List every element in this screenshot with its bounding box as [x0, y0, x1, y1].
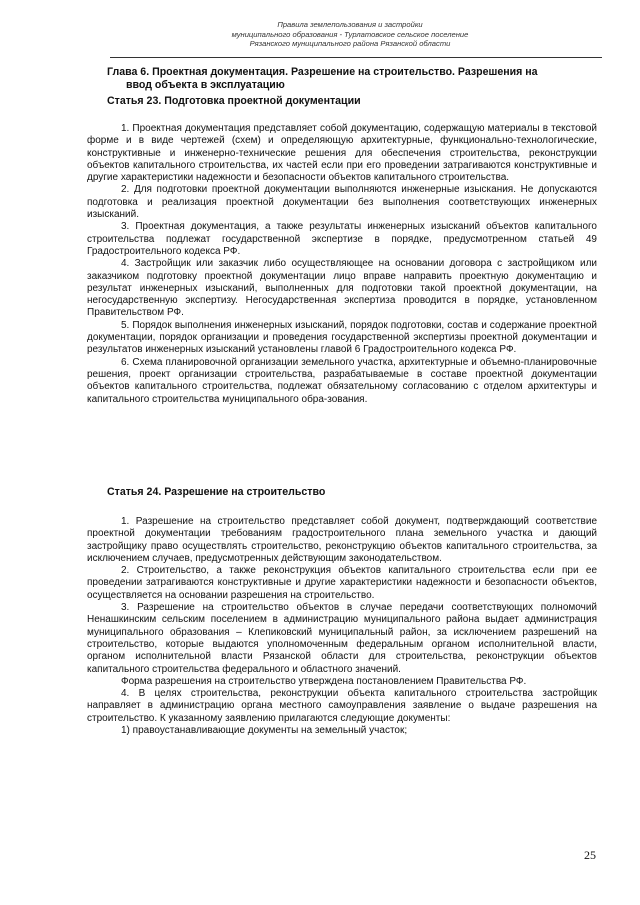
- chapter-title-line: Глава 6. Проектная документация. Разрешение на строительство. Разрешения на: [107, 66, 538, 78]
- paragraph: 1. Разрешение на строительство представляет собой документ, подтверждающий соответствие проектной документации требованиям градостроительного плана земельного участка и дающий застройщику право осуществлять строительство, реконструкцию объектов капитального строительства, за исключением случаев, предусмотренных действующим законодательством.: [87, 516, 597, 564]
- article-body: [87, 516, 597, 737]
- article-heading: Статья 23. Подготовка проектной документации: [107, 95, 361, 107]
- running-header-line: Правила землепользования и застройки: [277, 20, 423, 29]
- paragraph: 3. Разрешение на строительство объектов в случае передачи соответствующих полномочий Ненашкинским сельским поселением в администрацию муниципального района выдает администрация муниципального образования – Клепиковский муниципальный район, за исключением разрешений на строительство, которые выдаются уполномоченным федеральным органом исполнительной власти, органом исполнительной власти Рязанской области для строительства, реконструкции объектов капитального строительства федерального и областного значений.: [87, 602, 597, 675]
- chapter-title-line: ввод объекта в эксплуатацию: [126, 79, 285, 91]
- paragraph: Форма разрешения на строительство утверждена постановлением Правительства РФ.: [121, 675, 527, 687]
- article-body: [87, 123, 597, 406]
- paragraph: 4. В целях строительства, реконструкции объекта капитального строительства застройщик направляет в администрацию органа местного самоуправления заявление о выдаче разрешения на строительство. К указанному заявлению прилагаются следующие документы:: [87, 688, 597, 724]
- article-heading: Статья 24. Разрешение на строительство: [107, 486, 326, 498]
- paragraph: 5. Порядок выполнения инженерных изысканий, порядок подготовки, состав и содержание проектной документации, порядок организации и проведения государственной экспертизы проектной документации и результатов инженерных изысканий установлены главой 6 Градостроительного кодекса РФ.: [87, 319, 597, 356]
- paragraph: 1) правоустанавливающие документы на земельный участок;: [121, 725, 408, 737]
- page-number: 25: [584, 848, 596, 862]
- paragraph: 2. Для подготовки проектной документации выполняются инженерные изыскания. Не допускаются подготовка и реализация проектной документации без выполнения соответствующих инженерных изысканий.: [87, 184, 597, 221]
- header-divider: [110, 57, 602, 58]
- running-header: [150, 20, 550, 49]
- paragraph: 1. Проектная документация представляет собой документацию, содержащую материалы в текстовой форме и в виде чертежей (схем) и определяющую архитектурные, функционально-технологические, конструктивные и инженерно-технические решения для обеспечения строительства, реконструкции объектов капитального строительства, их частей если при его проведении затрагиваются конструктивные и другие характеристики надежности и безопасности объектов капитального строительства.: [87, 123, 597, 184]
- paragraph: 2. Строительство, а также реконструкция объектов капитального строительства если при ее проведении затрагиваются конструктивные и другие характеристики надежности и безопасности объектов, осуществляется на основании разрешения на строительство.: [87, 565, 597, 601]
- chapter-title: [107, 66, 602, 92]
- running-header-line: Рязанского муниципального района Рязанской области: [249, 39, 451, 49]
- paragraph: 4. Застройщик или заказчик либо осуществляющее на основании договора с застройщиком или заказчиком подготовку проектной документации лицо вправе направить проектную документацию и результат инженерных изысканий, выполненных для подготовки такой проектной документации, на негосударственную экспертизу. Негосударственная экспертиза проводится в порядке, установленном Правительством РФ.: [87, 258, 597, 319]
- running-header-line: муниципального образования - Турлатовское сельское поселение: [231, 29, 469, 39]
- paragraph: 6. Схема планировочной организации земельного участка, архитектурные и объемно-планировочные решения, проект организации строительства, разрабатываемые в составе проектной документации объектов капитального строительства, подлежат обязательному согласованию с отделом архитектуры и капитального строительства муниципального обра-зования.: [87, 356, 597, 405]
- paragraph: 3. Проектная документация, а также результаты инженерных изысканий объектов капитального строительства подлежат государственной экспертизе в порядке, предусмотренном статьей 49 Градостроительного кодекса РФ.: [87, 221, 597, 257]
